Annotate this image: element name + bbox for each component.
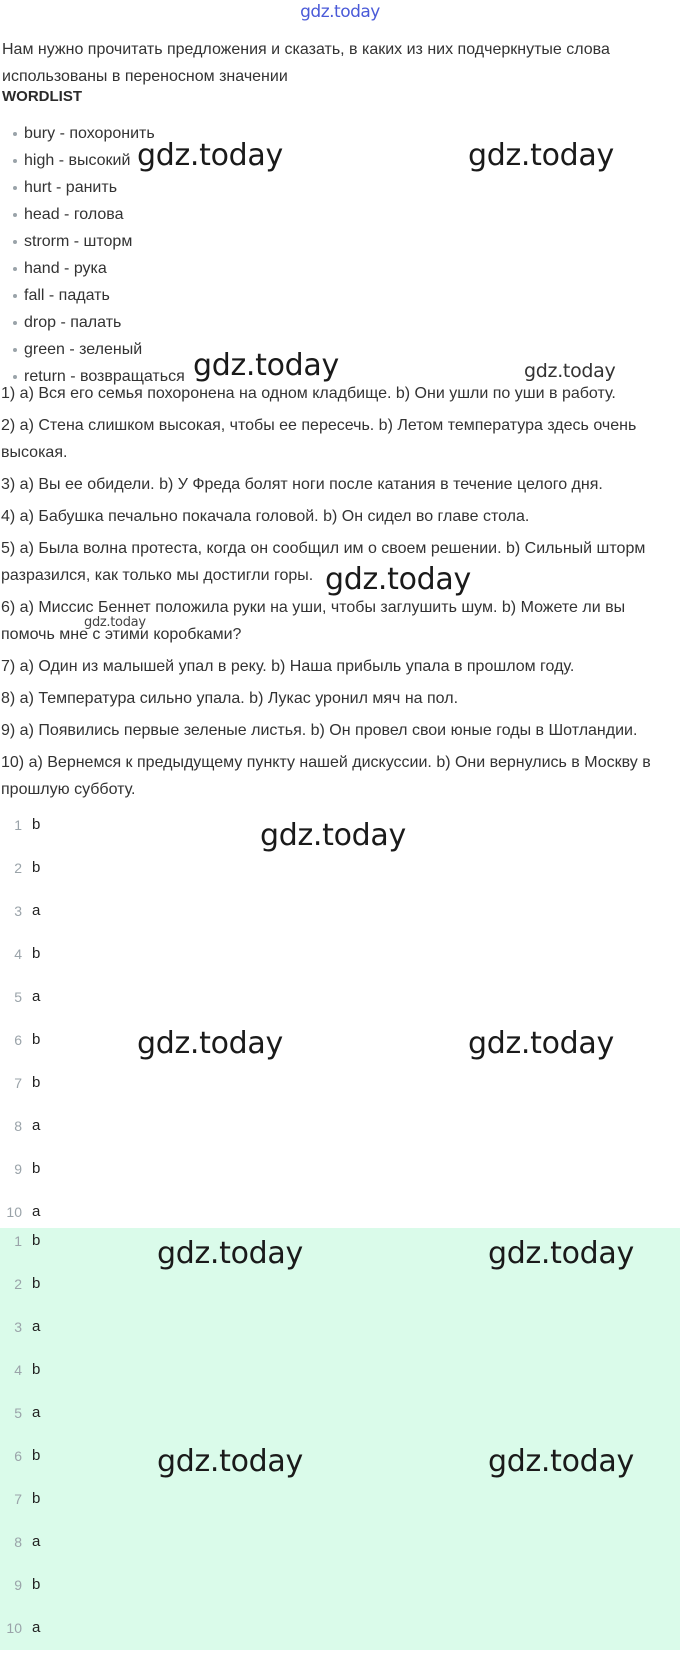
answer-number: 9 <box>14 1161 22 1177</box>
watermark: gdz.today <box>468 138 614 173</box>
answer-number: 5 <box>14 1405 22 1421</box>
answer-value: b <box>32 1490 41 1507</box>
wordlist <box>8 120 185 385</box>
answer-row <box>0 1027 680 1070</box>
answer-row <box>0 1156 680 1199</box>
answer-row <box>0 1228 680 1271</box>
answer-value: a <box>32 1203 41 1220</box>
answer-value: b <box>32 1160 41 1177</box>
wordlist-item: strorm - шторм <box>8 228 185 255</box>
answer-number: 9 <box>14 1577 22 1593</box>
watermark: gdz.today <box>137 1026 283 1061</box>
watermark: gdz.today <box>325 562 471 597</box>
watermark: gdz.today <box>524 360 616 382</box>
watermark: gdz.today <box>468 1026 614 1061</box>
answer-row <box>0 1443 680 1486</box>
sentence: 1) a) Вся его семья похоронена на одном кладбище. b) Они ушли по уши в работу. <box>1 385 616 402</box>
wordlist-item: green - зеленый <box>8 336 185 363</box>
sentence: 4) a) Бабушка печально покачала головой. b) Он сидел во главе стола. <box>1 508 530 525</box>
answer-value: b <box>32 1031 41 1048</box>
answer-value: a <box>32 902 41 919</box>
answer-number: 2 <box>14 860 22 876</box>
answer-row <box>0 1271 680 1314</box>
wordlist-title: WORDLIST <box>2 88 82 105</box>
watermark: gdz.today <box>193 348 339 383</box>
answer-row <box>0 941 680 984</box>
answer-row <box>0 984 680 1027</box>
answer-row <box>0 1529 680 1572</box>
watermark: gdz.today <box>137 138 283 173</box>
sentence: 7) a) Один из малышей упал в реку. b) Наша прибыль упала в прошлом году. <box>1 658 575 675</box>
wordlist-item: head - голова <box>8 201 185 228</box>
answer-number: 3 <box>14 903 22 919</box>
answer-value: a <box>32 988 41 1005</box>
sentence: 3) a) Вы ее обидели. b) У Фреда болят ноги после катания в течение целого дня. <box>1 476 603 493</box>
sentence: 2) a) Стена слишком высокая, чтобы ее пересечь. b) Летом температура здесь очень высокая. <box>1 417 637 461</box>
answer-number: 8 <box>14 1534 22 1550</box>
answer-value: a <box>32 1533 41 1550</box>
wordlist-item: drop - палать <box>8 309 185 336</box>
wordlist-item: hurt - ранить <box>8 174 185 201</box>
site-logo: gdz.today <box>300 2 380 22</box>
answer-row <box>0 1314 680 1357</box>
answer-number: 1 <box>14 817 22 833</box>
watermark: gdz.today <box>157 1444 303 1479</box>
sentences-list <box>1 380 673 808</box>
answer-number: 8 <box>14 1118 22 1134</box>
answer-number: 2 <box>14 1276 22 1292</box>
answer-value: b <box>32 1275 41 1292</box>
answer-list <box>0 812 680 1242</box>
sentence: 10) a) Вернемся к предыдущему пункту нашей дискуссии. b) Они вернулись в Москву в прошлую субботу. <box>1 754 651 798</box>
sentence: 5) a) Была волна протеста, когда он сообщил им о своем решении. b) Сильный шторм разразился, как только мы достигли горы. <box>1 540 646 584</box>
answer-number: 7 <box>14 1075 22 1091</box>
answer-value: b <box>32 816 41 833</box>
answer-number: 6 <box>14 1032 22 1048</box>
answer-value: b <box>32 1232 41 1249</box>
wordlist-item: return - возвращаться <box>8 363 185 390</box>
answer-value: b <box>32 945 41 962</box>
answer-value: a <box>32 1318 41 1335</box>
sentence: 9) a) Появились первые зеленые листья. b) Он провел свои юные годы в Шотландии. <box>1 722 638 739</box>
answer-number: 10 <box>6 1204 22 1220</box>
watermark: gdz.today <box>488 1236 634 1271</box>
watermark: gdz.today <box>84 615 146 630</box>
wordlist-item: hand - рука <box>8 255 185 282</box>
answer-value: b <box>32 1576 41 1593</box>
answer-number: 7 <box>14 1491 22 1507</box>
answer-row <box>0 1572 680 1615</box>
watermark: gdz.today <box>260 818 406 853</box>
answer-row <box>0 898 680 941</box>
task-description: Нам нужно прочитать предложения и сказать, в каких из них подчеркнутые слова использованы в переносном значении <box>2 41 610 85</box>
answer-value: a <box>32 1117 41 1134</box>
watermark: gdz.today <box>488 1444 634 1479</box>
answer-value: a <box>32 1619 41 1636</box>
answer-number: 6 <box>14 1448 22 1464</box>
answer-number: 3 <box>14 1319 22 1335</box>
answer-row <box>0 1400 680 1443</box>
answer-value: b <box>32 1361 41 1378</box>
answer-list-highlighted <box>0 1228 680 1650</box>
answer-number: 10 <box>6 1620 22 1636</box>
sentence: 6) a) Миссис Беннет положила руки на уши, чтобы заглушить шум. b) Можете ли вы помочь мне с этими коробками? <box>1 599 626 643</box>
sentence: 8) a) Температура сильно упала. b) Лукас уронил мяч на пол. <box>1 690 459 707</box>
answer-value: b <box>32 859 41 876</box>
answer-row <box>0 1486 680 1529</box>
answer-row <box>0 1113 680 1156</box>
wordlist-item: bury - похоронить <box>8 120 185 147</box>
watermark: gdz.today <box>157 1236 303 1271</box>
answer-value: a <box>32 1404 41 1421</box>
answer-number: 5 <box>14 989 22 1005</box>
answer-row <box>0 1357 680 1400</box>
wordlist-item: fall - падать <box>8 282 185 309</box>
answer-value: b <box>32 1074 41 1091</box>
answer-row <box>0 855 680 898</box>
answer-value: b <box>32 1447 41 1464</box>
answer-row <box>0 1615 680 1658</box>
answer-number: 4 <box>14 946 22 962</box>
answer-number: 1 <box>14 1233 22 1249</box>
answer-row <box>0 812 680 855</box>
wordlist-item: high - высокий <box>8 147 185 174</box>
answer-row <box>0 1070 680 1113</box>
answer-number: 4 <box>14 1362 22 1378</box>
